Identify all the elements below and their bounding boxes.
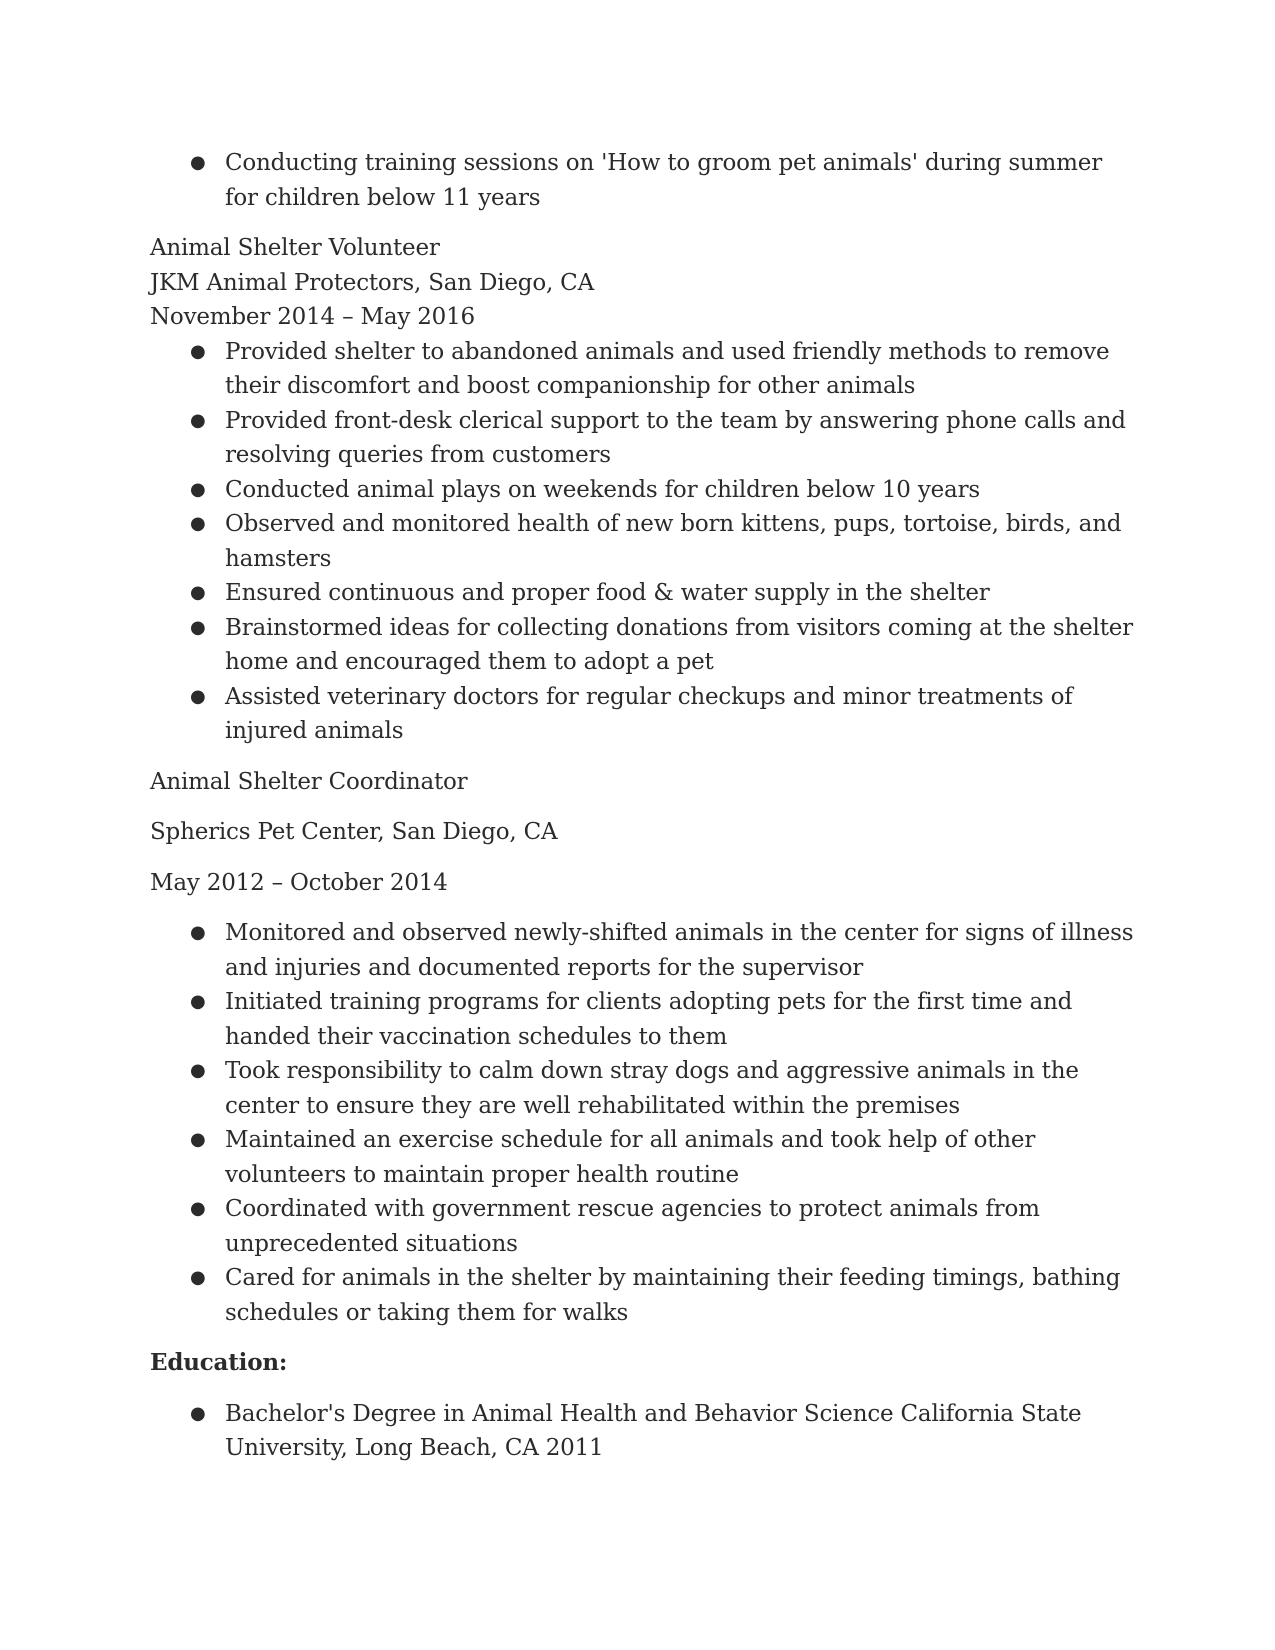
job-title: Animal Shelter Coordinator: [150, 768, 468, 795]
list-item: [150, 473, 1140, 508]
list-item: [150, 1261, 1140, 1330]
list-item: [150, 146, 1140, 215]
job-bullets: [150, 335, 1140, 749]
bullet-icon: ●: [190, 1402, 206, 1424]
list-item: [150, 576, 1140, 611]
job-dates: May 2012 – October 2014: [150, 869, 448, 896]
previous-job-bullets: [150, 146, 1140, 215]
job-title: Animal Shelter Volunteer: [150, 235, 440, 261]
education-list: [150, 1397, 1140, 1466]
bullet-icon: ●: [190, 409, 206, 431]
section-heading-education: Education:: [150, 1349, 288, 1376]
list-item: [150, 916, 1140, 985]
list-item-text: Coordinated with government rescue agencies to protect animals from unprecedented situations: [225, 1196, 1040, 1257]
list-item: [150, 985, 1140, 1054]
bullet-icon: ●: [190, 340, 206, 362]
list-item-text: Provided front-desk clerical support to the team by answering phone calls and resolving queries from customers: [225, 407, 1126, 468]
list-item: [150, 404, 1140, 473]
job-dates: November 2014 – May 2016: [150, 304, 475, 330]
list-item-text: Conducted animal plays on weekends for children below 10 years: [225, 476, 980, 503]
list-item: [150, 507, 1140, 576]
job-company: JKM Animal Protectors, San Diego, CA: [150, 269, 594, 296]
list-item: [150, 1123, 1140, 1192]
list-item-text: Cared for animals in the shelter by maintaining their feeding timings, bathing schedules or taking them for walks: [225, 1265, 1121, 1326]
bullet-icon: ●: [190, 1129, 206, 1150]
list-item-text: Conducting training sessions on 'How to groom pet animals' during summer for children below 11 years: [225, 150, 1102, 211]
list-item: [150, 1054, 1140, 1123]
resume-content: [150, 146, 1140, 1466]
list-item: [150, 1397, 1140, 1466]
list-item-text: Monitored and observed newly-shifted animals in the center for signs of illness and injuries and documented reports for the supervisor: [225, 920, 1134, 981]
list-item-text: Initiated training programs for clients adopting pets for the first time and handed their vaccination schedules to them: [225, 989, 1073, 1050]
job-bullets: [150, 916, 1140, 1330]
bullet-icon: ●: [190, 513, 206, 534]
list-item: [150, 1192, 1140, 1261]
list-item-text: Assisted veterinary doctors for regular checkups and minor treatments of injured animals: [225, 683, 1073, 744]
list-item-text: Bachelor's Degree in Animal Health and Behavior Science California State University, Long Beach, CA 2011: [225, 1400, 1082, 1461]
list-item: [150, 680, 1140, 749]
bullet-icon: ●: [190, 616, 206, 638]
bullet-icon: ●: [190, 1267, 206, 1288]
list-item-text: Maintained an exercise schedule for all animals and took help of other volunteers to maintain proper health routine: [225, 1127, 1036, 1188]
list-item: [150, 611, 1140, 680]
bullet-icon: ●: [190, 1060, 206, 1081]
bullet-icon: ●: [190, 152, 206, 173]
list-item: [150, 335, 1140, 404]
bullet-icon: ●: [190, 582, 206, 603]
bullet-icon: ●: [190, 991, 206, 1012]
list-item-text: Ensured continuous and proper food & water supply in the shelter: [225, 580, 990, 606]
list-item-text: Provided shelter to abandoned animals and used friendly methods to remove their discomfort and boost companionship for other animals: [225, 338, 1110, 399]
list-item-text: Observed and monitored health of new born kittens, pups, tortoise, birds, and hamsters: [225, 511, 1122, 572]
list-item-text: Took responsibility to calm down stray dogs and aggressive animals in the center to ensure they are well rehabilitated within the premises: [225, 1058, 1079, 1119]
job-company: Spherics Pet Center, San Diego, CA: [150, 819, 558, 845]
bullet-icon: ●: [190, 478, 206, 500]
bullet-icon: ●: [190, 922, 206, 943]
list-item-text: Brainstormed ideas for collecting donations from visitors coming at the shelter home and encouraged them to adopt a pet: [225, 614, 1133, 675]
bullet-icon: ●: [190, 685, 206, 707]
bullet-icon: ●: [190, 1198, 206, 1219]
